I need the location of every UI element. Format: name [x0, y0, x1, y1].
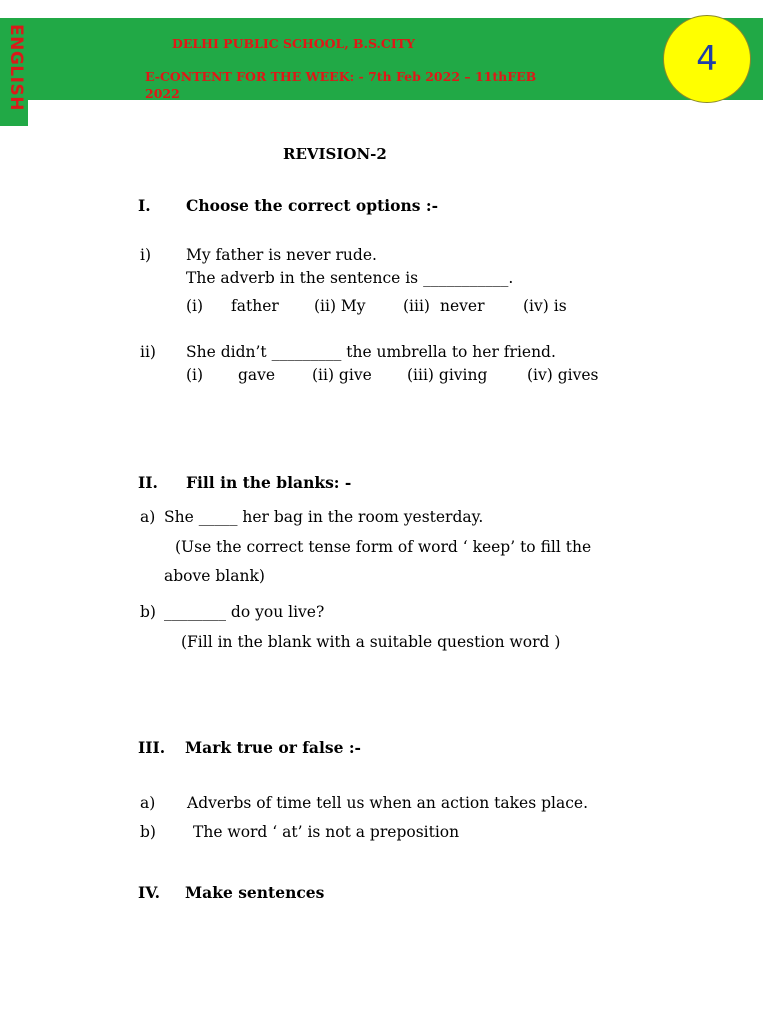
question-1-option-3: never: [440, 297, 485, 315]
true-false-b-label: b): [140, 823, 156, 841]
section-1-heading: Choose the correct options :-: [186, 196, 439, 215]
true-false-a-label: a): [140, 794, 156, 812]
page-number-badge: 4: [663, 15, 751, 103]
question-1-option-4: (iv) is: [523, 297, 567, 315]
blank-a-line-2: (Use the correct tense form of word ‘ keep’ to fill the: [175, 538, 592, 556]
section-1-number: I.: [138, 196, 151, 215]
true-false-a-text: Adverbs of time tell us when an action takes place.: [187, 794, 588, 812]
question-2-option-1: gave: [238, 366, 276, 384]
section-3-number: III.: [138, 738, 166, 757]
page-title: REVISION-2: [283, 145, 387, 163]
true-false-b-text: The word ‘ at’ is not a preposition: [193, 823, 460, 841]
section-4-heading: Make sentences: [185, 883, 325, 902]
section-4-number: IV.: [138, 883, 160, 902]
question-1-option-1: father: [231, 297, 279, 315]
question-1-option-1-number: (i): [186, 297, 204, 315]
section-3-heading: Mark true or false :-: [185, 738, 361, 757]
school-name: DELHI PUBLIC SCHOOL, B.S.CITY: [172, 36, 415, 51]
subject-label: ENGLISH: [6, 24, 26, 111]
question-1-option-2: (ii) My: [314, 297, 366, 315]
section-2-heading: Fill in the blanks: -: [186, 473, 352, 492]
section-2-number: II.: [138, 473, 158, 492]
blank-b-line-2: (Fill in the blank with a suitable question word ): [181, 633, 561, 651]
blank-a-line-1: She _____ her bag in the room yesterday.: [164, 508, 484, 526]
question-2-option-3: (iii) giving: [407, 366, 488, 384]
blank-a-label: a): [140, 508, 156, 526]
question-1-number: i): [140, 246, 152, 264]
blank-b-label: b): [140, 603, 156, 621]
question-1-line-1: My father is never rude.: [186, 246, 377, 264]
week-range: E-CONTENT FOR THE WEEK: - 7th Feb 2022 – 11thFEB 2022: [145, 69, 537, 101]
question-1-line-2: The adverb in the sentence is ___________.: [186, 269, 514, 287]
question-2-number: ii): [140, 343, 156, 361]
question-2-option-4: (iv) gives: [527, 366, 599, 384]
question-2-option-1-number: (i): [186, 366, 204, 384]
blank-a-line-3: above blank): [164, 567, 265, 585]
question-2-option-2: (ii) give: [312, 366, 372, 384]
question-1-option-3-number: (iii): [403, 297, 430, 315]
question-2-line-1: She didn’t _________ the umbrella to her friend.: [186, 343, 556, 361]
blank-b-line-1: ________ do you live?: [164, 603, 325, 621]
